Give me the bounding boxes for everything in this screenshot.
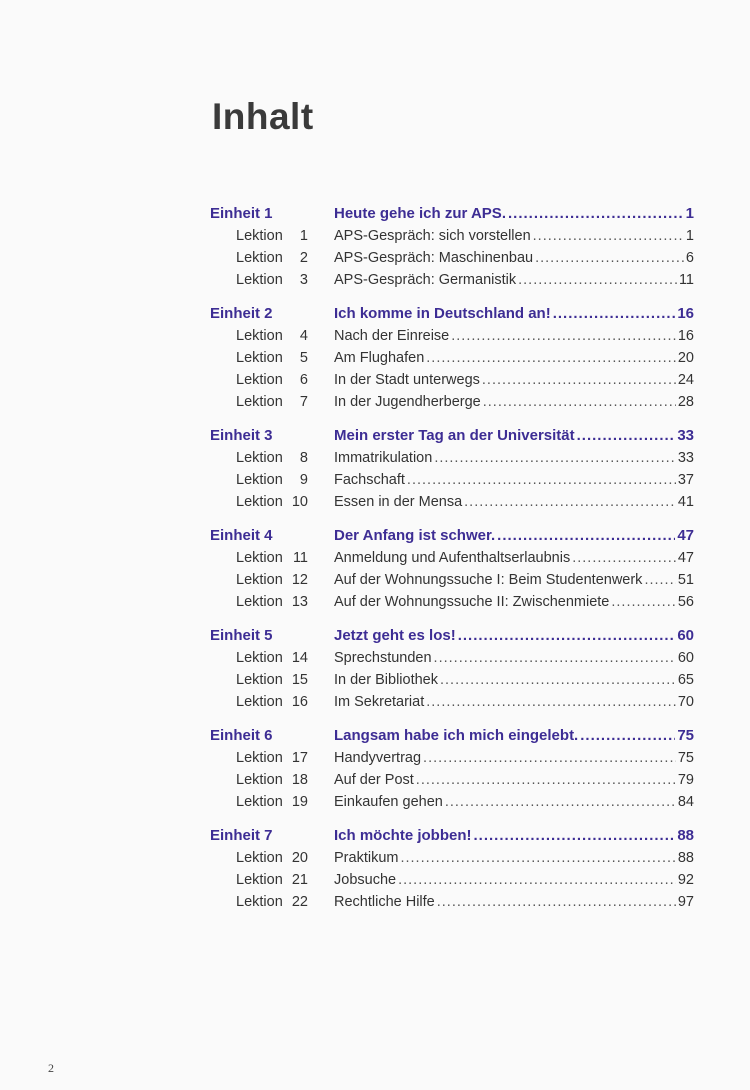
unit-label: Einheit 1 xyxy=(210,205,273,222)
unit-title: Langsam habe ich mich eingelebt. xyxy=(334,727,579,744)
lesson-entry xyxy=(334,491,694,513)
lesson-title: Jobsuche xyxy=(334,872,397,888)
lesson-number: 9 xyxy=(299,472,308,488)
unit-entry xyxy=(334,824,694,847)
lesson-page: 79 xyxy=(677,772,694,788)
unit-title: Ich komme in Deutschland an! xyxy=(334,305,551,322)
lesson-label: Lektion xyxy=(236,872,283,888)
lesson-title: APS-Gespräch: sich vorstellen xyxy=(334,228,531,244)
lesson-number: 16 xyxy=(291,694,308,710)
lesson-title: APS-Gespräch: Maschinenbau xyxy=(334,250,534,266)
dot-leader xyxy=(553,302,676,325)
dot-leader xyxy=(407,469,676,491)
lesson-label: Lektion xyxy=(236,228,283,244)
lesson-number: 11 xyxy=(292,550,308,566)
toc-lesson-row[interactable] xyxy=(0,791,750,813)
lesson-title: Nach der Einreise xyxy=(334,328,450,344)
lesson-title: In der Stadt unterwegs xyxy=(334,372,480,388)
lesson-title: Sprechstunden xyxy=(334,650,432,666)
lesson-number: 18 xyxy=(291,772,308,788)
lesson-title: Auf der Wohnungssuche I: Beim Studentenwerk xyxy=(334,572,643,588)
lesson-label: Lektion xyxy=(236,794,283,810)
lesson-label: Lektion xyxy=(236,328,283,344)
toc-lesson-row[interactable] xyxy=(0,391,750,413)
lesson-number: 21 xyxy=(291,872,308,888)
lesson-entry xyxy=(334,869,694,891)
lesson-title: Fachschaft xyxy=(334,472,405,488)
unit-title: Heute gehe ich zur APS. xyxy=(334,205,506,222)
lesson-label: Lektion xyxy=(236,250,283,266)
dot-leader xyxy=(483,391,676,413)
lesson-page: 97 xyxy=(677,894,694,910)
lesson-title: In der Jugendherberge xyxy=(334,394,481,410)
unit-label: Einheit 3 xyxy=(210,427,273,444)
lesson-label: Lektion xyxy=(236,650,283,666)
lesson-page: 47 xyxy=(677,550,694,566)
lesson-label: Lektion xyxy=(236,850,283,866)
lesson-number: 7 xyxy=(299,394,308,410)
lesson-label: Lektion xyxy=(236,594,283,610)
lesson-entry xyxy=(334,791,694,813)
unit-page: 75 xyxy=(677,727,694,744)
toc-unit xyxy=(0,524,750,613)
toc-unit-row[interactable] xyxy=(0,524,750,547)
lesson-number: 1 xyxy=(299,228,308,244)
toc-lesson-row[interactable] xyxy=(0,247,750,269)
lesson-page: 92 xyxy=(677,872,694,888)
dot-leader xyxy=(497,524,675,547)
dot-leader xyxy=(577,424,676,447)
lesson-page: 1 xyxy=(685,228,694,244)
toc-lesson-row[interactable] xyxy=(0,869,750,891)
lesson-page: 65 xyxy=(677,672,694,688)
lesson-entry xyxy=(334,591,694,613)
lesson-number: 15 xyxy=(291,672,308,688)
lesson-entry xyxy=(334,369,694,391)
unit-entry xyxy=(334,424,694,447)
lesson-number: 12 xyxy=(291,572,308,588)
toc-lesson-row[interactable] xyxy=(0,347,750,369)
dot-leader xyxy=(426,347,676,369)
dot-leader xyxy=(464,491,676,513)
unit-entry xyxy=(334,724,694,747)
unit-label: Einheit 5 xyxy=(210,627,273,644)
lesson-label: Lektion xyxy=(236,372,283,388)
unit-page: 60 xyxy=(677,627,694,644)
unit-title: Jetzt geht es los! xyxy=(334,627,456,644)
lesson-entry xyxy=(334,325,694,347)
lesson-label: Lektion xyxy=(236,672,283,688)
lesson-label: Lektion xyxy=(236,894,283,910)
lesson-title: In der Bibliothek xyxy=(334,672,438,688)
lesson-page: 51 xyxy=(677,572,694,588)
unit-label: Einheit 4 xyxy=(210,527,273,544)
lesson-entry xyxy=(334,691,694,713)
lesson-number: 2 xyxy=(299,250,308,266)
lesson-number: 22 xyxy=(291,894,308,910)
unit-entry xyxy=(334,624,694,647)
lesson-title: Auf der Wohnungssuche II: Zwischenmiete xyxy=(334,594,610,610)
lesson-entry xyxy=(334,247,694,269)
lesson-label: Lektion xyxy=(236,350,283,366)
lesson-label: Lektion xyxy=(236,772,283,788)
toc-lesson-row[interactable] xyxy=(0,447,750,469)
page-title: Inhalt xyxy=(212,96,314,137)
lesson-title: Einkaufen gehen xyxy=(334,794,443,810)
dot-leader xyxy=(437,891,676,913)
toc-unit xyxy=(0,724,750,813)
lesson-page: 6 xyxy=(685,250,694,266)
lesson-page: 60 xyxy=(677,650,694,666)
dot-leader xyxy=(535,247,684,269)
dot-leader xyxy=(451,325,676,347)
lesson-entry xyxy=(334,747,694,769)
lesson-title: Essen in der Mensa xyxy=(334,494,463,510)
lesson-number: 5 xyxy=(299,350,308,366)
toc-unit-row[interactable] xyxy=(0,424,750,447)
unit-entry xyxy=(334,202,694,225)
lesson-page: 75 xyxy=(677,750,694,766)
lesson-title: Anmeldung und Aufenthaltserlaubnis xyxy=(334,550,571,566)
lesson-title: Auf der Post xyxy=(334,772,414,788)
lesson-title: Im Sekretariat xyxy=(334,694,425,710)
toc-unit xyxy=(0,424,750,513)
lesson-page: 56 xyxy=(677,594,694,610)
lesson-entry xyxy=(334,547,694,569)
toc-lesson-row[interactable] xyxy=(0,591,750,613)
lesson-entry xyxy=(334,347,694,369)
lesson-label: Lektion xyxy=(236,694,283,710)
lesson-entry xyxy=(334,647,694,669)
toc-unit-row[interactable] xyxy=(0,624,750,647)
unit-entry xyxy=(334,524,694,547)
lesson-page: 70 xyxy=(677,694,694,710)
page-number: 2 xyxy=(48,1061,54,1075)
dot-leader xyxy=(416,769,676,791)
dot-leader xyxy=(440,669,676,691)
toc-lesson-row[interactable] xyxy=(0,469,750,491)
lesson-title: Rechtliche Hilfe xyxy=(334,894,435,910)
toc-lesson-row[interactable] xyxy=(0,647,750,669)
toc-lesson-row[interactable] xyxy=(0,225,750,247)
lesson-entry xyxy=(334,391,694,413)
unit-label: Einheit 2 xyxy=(210,305,273,322)
dot-leader xyxy=(434,447,676,469)
dot-leader xyxy=(644,569,675,591)
lesson-number: 6 xyxy=(299,372,308,388)
dot-leader xyxy=(533,225,684,247)
toc-lesson-row[interactable] xyxy=(0,769,750,791)
lesson-page: 37 xyxy=(677,472,694,488)
dot-leader xyxy=(518,269,677,291)
table-of-contents xyxy=(0,202,750,924)
lesson-label: Lektion xyxy=(236,472,283,488)
dot-leader xyxy=(611,591,675,613)
lesson-label: Lektion xyxy=(236,450,283,466)
unit-label: Einheit 7 xyxy=(210,827,273,844)
lesson-entry xyxy=(334,769,694,791)
unit-page: 1 xyxy=(685,205,694,222)
lesson-number: 3 xyxy=(299,272,308,288)
unit-page: 33 xyxy=(677,427,694,444)
lesson-page: 16 xyxy=(677,328,694,344)
lesson-page: 88 xyxy=(677,850,694,866)
lesson-number: 19 xyxy=(291,794,308,810)
toc-unit xyxy=(0,302,750,413)
lesson-entry xyxy=(334,447,694,469)
unit-page: 16 xyxy=(677,305,694,322)
lesson-label: Lektion xyxy=(236,272,283,288)
unit-page: 47 xyxy=(677,527,694,544)
toc-lesson-row[interactable] xyxy=(0,325,750,347)
unit-entry xyxy=(334,302,694,325)
dot-leader xyxy=(426,691,676,713)
lesson-page: 24 xyxy=(677,372,694,388)
unit-label: Einheit 6 xyxy=(210,727,273,744)
lesson-number: 17 xyxy=(291,750,308,766)
unit-title: Der Anfang ist schwer. xyxy=(334,527,496,544)
toc-lesson-row[interactable] xyxy=(0,669,750,691)
dot-leader xyxy=(423,747,676,769)
dot-leader xyxy=(508,202,684,225)
toc-lesson-row[interactable] xyxy=(0,547,750,569)
dot-leader xyxy=(458,624,676,647)
toc-unit xyxy=(0,824,750,913)
lesson-number: 4 xyxy=(299,328,308,344)
toc-unit xyxy=(0,624,750,713)
dot-leader xyxy=(572,547,676,569)
lesson-number: 8 xyxy=(299,450,308,466)
lesson-page: 84 xyxy=(677,794,694,810)
unit-page: 88 xyxy=(677,827,694,844)
dot-leader xyxy=(400,847,675,869)
lesson-number: 20 xyxy=(291,850,308,866)
toc-lesson-row[interactable] xyxy=(0,691,750,713)
toc-unit-row[interactable] xyxy=(0,302,750,325)
lesson-label: Lektion xyxy=(236,394,283,410)
toc-lesson-row[interactable] xyxy=(0,891,750,913)
lesson-title: Am Flughafen xyxy=(334,350,425,366)
lesson-number: 10 xyxy=(291,494,308,510)
lesson-page: 28 xyxy=(677,394,694,410)
lesson-entry xyxy=(334,569,694,591)
toc-lesson-row[interactable] xyxy=(0,569,750,591)
lesson-entry xyxy=(334,225,694,247)
lesson-entry xyxy=(334,469,694,491)
toc-lesson-row[interactable] xyxy=(0,847,750,869)
lesson-title: Immatrikulation xyxy=(334,450,433,466)
dot-leader xyxy=(445,791,676,813)
lesson-entry xyxy=(334,269,694,291)
toc-unit-row[interactable] xyxy=(0,724,750,747)
lesson-label: Lektion xyxy=(236,494,283,510)
lesson-title: Praktikum xyxy=(334,850,399,866)
toc-unit-row[interactable] xyxy=(0,824,750,847)
lesson-title: Handyvertrag xyxy=(334,750,422,766)
lesson-page: 33 xyxy=(677,450,694,466)
unit-title: Mein erster Tag an der Universität xyxy=(334,427,575,444)
lesson-page: 20 xyxy=(677,350,694,366)
lesson-number: 13 xyxy=(291,594,308,610)
dot-leader xyxy=(474,824,676,847)
lesson-entry xyxy=(334,891,694,913)
dot-leader xyxy=(434,647,676,669)
toc-unit-row[interactable] xyxy=(0,202,750,225)
lesson-page: 41 xyxy=(677,494,694,510)
toc-lesson-row[interactable] xyxy=(0,491,750,513)
lesson-entry xyxy=(334,847,694,869)
dot-leader xyxy=(482,369,676,391)
lesson-label: Lektion xyxy=(236,550,283,566)
dot-leader xyxy=(398,869,676,891)
toc-lesson-row[interactable] xyxy=(0,369,750,391)
lesson-page: 11 xyxy=(678,272,694,288)
lesson-label: Lektion xyxy=(236,750,283,766)
dot-leader xyxy=(580,724,675,747)
toc-unit xyxy=(0,202,750,291)
lesson-number: 14 xyxy=(291,650,308,666)
toc-lesson-row[interactable] xyxy=(0,269,750,291)
lesson-title: APS-Gespräch: Germanistik xyxy=(334,272,517,288)
lesson-entry xyxy=(334,669,694,691)
toc-lesson-row[interactable] xyxy=(0,747,750,769)
lesson-label: Lektion xyxy=(236,572,283,588)
unit-title: Ich möchte jobben! xyxy=(334,827,472,844)
